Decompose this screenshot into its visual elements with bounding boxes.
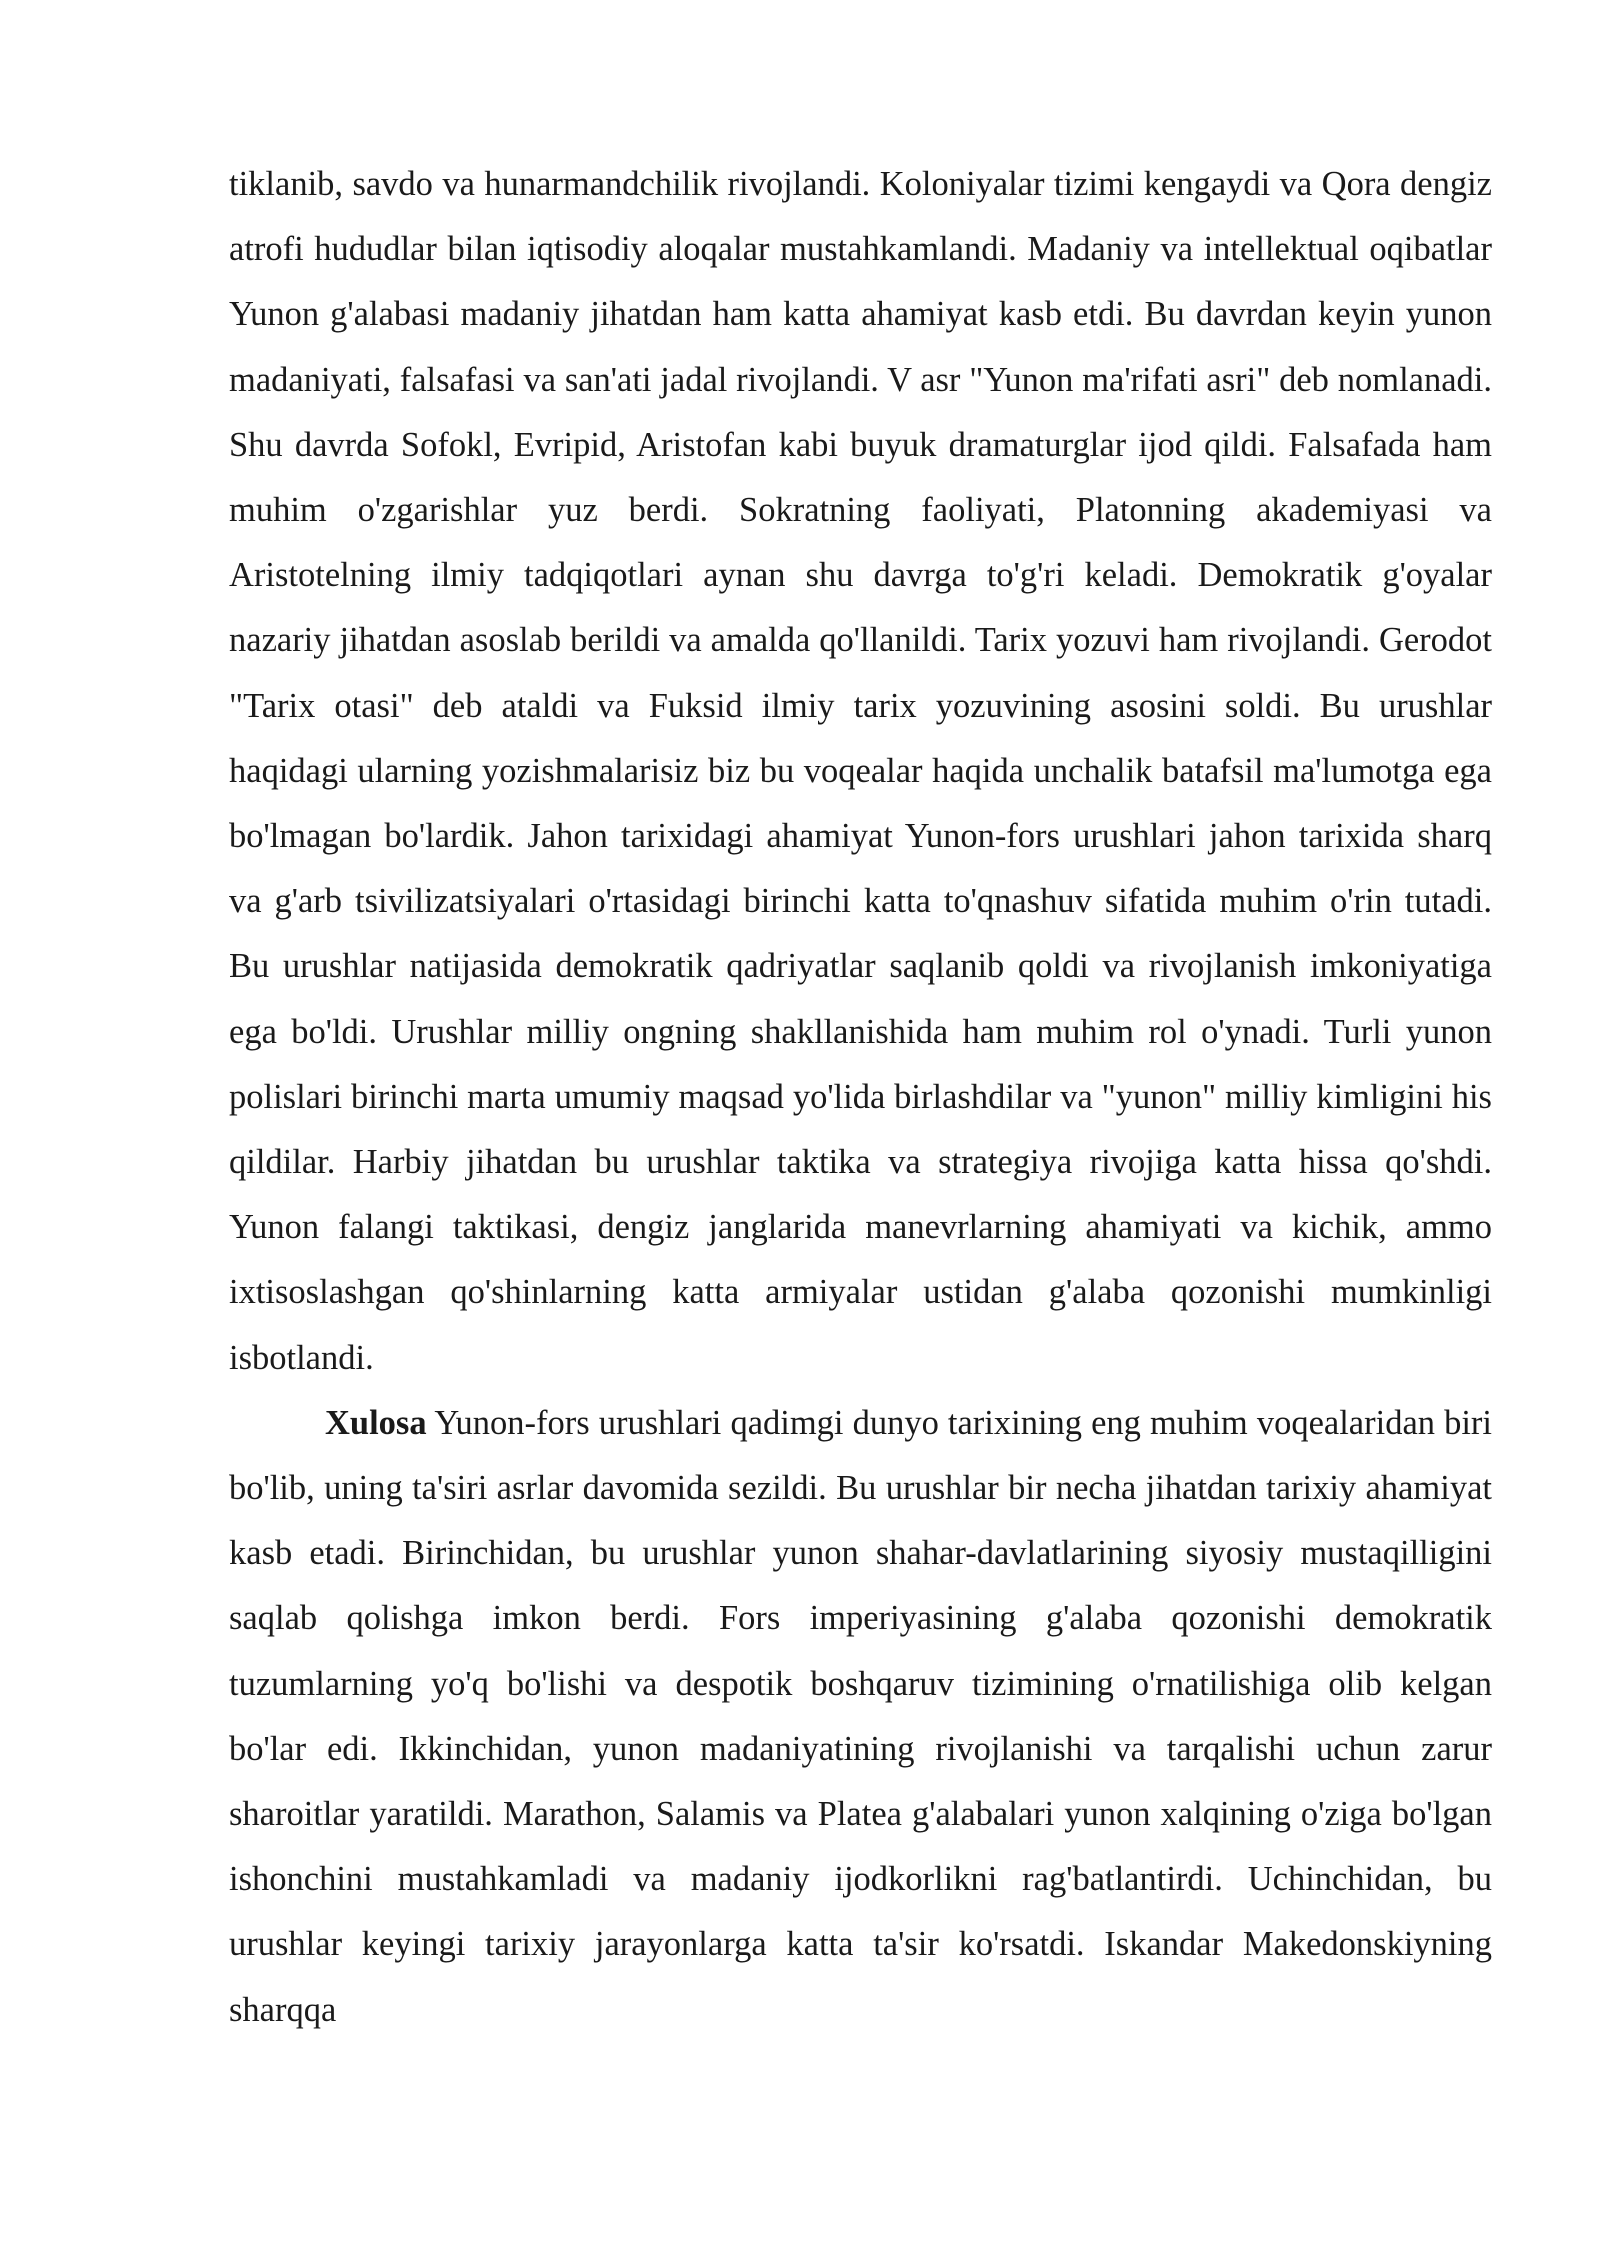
paragraph-greek-culture: tiklanib, savdo va hunarmandchilik rivojlandi. Koloniyalar tizimi kengaydi va Qora dengiz atrofi hududlar bilan iqtisodiy aloqalar mustahkamlandi. Madaniy va intellektual oqibatlar Yunon g'alabasi madaniy jihatdan ham katta ahamiyat kasb etdi. Bu davrdan keyin yunon madaniyati, falsafasi va san'ati jadal rivojlandi. V asr "Yunon ma'rifati asri" deb nomlanadi. Shu davrda Sofokl, Evripid, Aristofan kabi buyuk dramaturglar ijod qildi. Falsafada ham muhim o'zgarishlar yuz berdi. Sokratning faoliyati, Platonning akademiyasi va Aristotelning ilmiy tadqiqotlari aynan shu davrga to'g'ri keladi. Demokratik g'oyalar nazariy jihatdan asoslab berildi va amalda qo'llanildi. Tarix yozuvi ham rivojlandi. Gerodot "Tarix otasi" deb ataldi va Fuksid ilmiy tarix yozuvining asosini soldi. Bu urushlar haqidagi ularning yozishmalarisiz biz bu voqealar haqida unchalik batafsil ma'lumotga ega bo'lmagan bo'lardik. Jahon tarixidagi ahamiyat Yunon-fors urushlari jahon tarixida sharq va g'arb tsivilizatsiyalari o'rtasidagi birinchi katta to'qnashuv sifatida muhim o'rin tutadi. Bu urushlar natijasida demokratik qadriyatlar saqlanib qoldi va rivojlanish imkoniyatiga ega bo'ldi. Urushlar milliy ongning shakllanishida ham muhim rol o'ynadi. Turli yunon polislari birinchi marta umumiy maqsad yo'lida birlashdilar va "yunon" milliy kimligini his qildilar. Harbiy jihatdan bu urushlar taktika va strategiya rivojiga katta hissa qo'shdi. Yunon falangi taktikasi, dengiz janglarida manevrlarning ahamiyati va kichik, ammo ixtisoslashgan qo'shinlarning katta armiyalar ustidan g'alaba qozonishi mumkinligi isbotlandi.: [229, 165, 1492, 1377]
conclusion-heading: Xulosa: [325, 1403, 427, 1442]
conclusion-text: Yunon-fors urushlari qadimgi dunyo tarixining eng muhim voqealaridan biri bo'lib, uning ta'siri asrlar davomida sezildi. Bu urushlar bir necha jihatdan tarixiy ahamiyat kasb etadi. Birinchidan, bu urushlar yunon shahar-davlatlarining siyosiy mustaqilligini saqlab qolishga imkon berdi. Fors imperiyasining g'alaba qozonishi demokratik tuzumlarning yo'q bo'lishi va despotik boshqaruv tizimining o'rnatilishiga olib kelgan bo'lar edi. Ikkinchidan, yunon madaniyatining rivojlanishi va tarqalishi uchun zarur sharoitlar yaratildi. Marathon, Salamis va Platea g'alabalari yunon xalqining o'ziga bo'lgan ishonchini mustahkamladi va madaniy ijodkorlikni rag'batlantirdi. Uchinchidan, bu urushlar keyingi tarixiy jarayonlarga katta ta'sir ko'rsatdi. Iskandar Makedonskiyning sharqqa: [229, 1403, 1492, 2029]
paragraph-conclusion: [229, 1391, 1492, 2043]
document-body: [229, 152, 1492, 2043]
